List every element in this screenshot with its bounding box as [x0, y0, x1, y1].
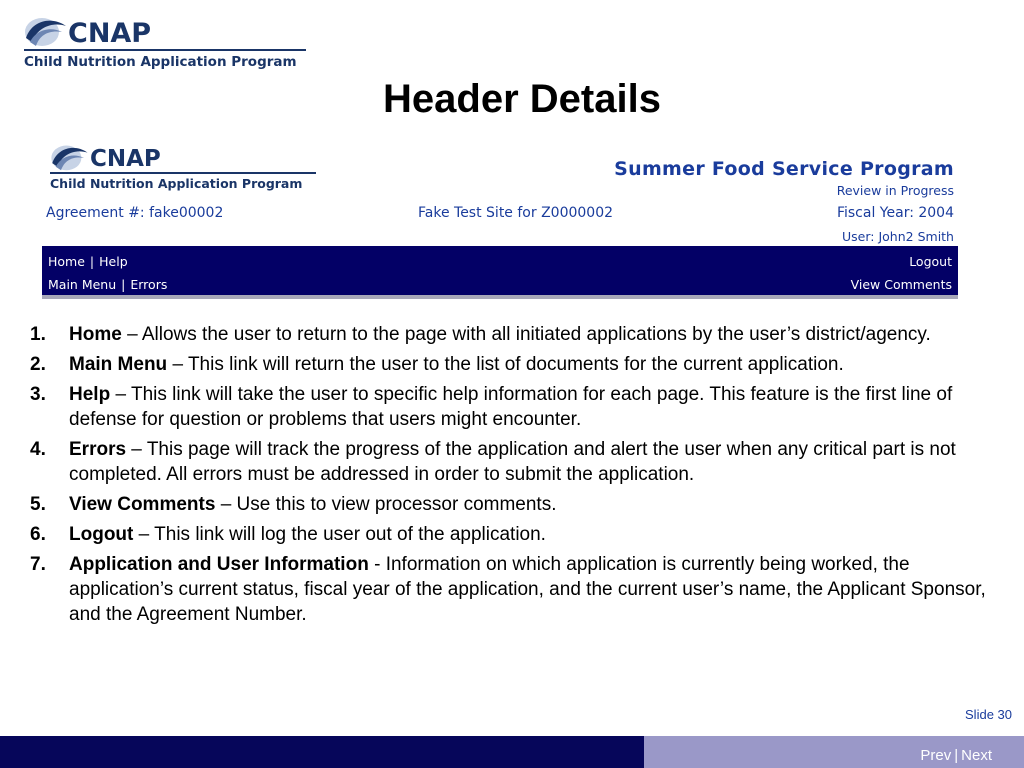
list-item — [30, 322, 1000, 347]
view-comments-link[interactable]: View Comments — [850, 276, 952, 292]
current-user: User: John2 Smith — [842, 229, 954, 244]
globe-swoosh-icon — [22, 14, 68, 48]
item-number: 7. — [30, 554, 46, 575]
item-number: 2. — [30, 354, 46, 375]
list-item — [30, 492, 1000, 517]
item-number: 5. — [30, 494, 46, 515]
logo-rule — [24, 49, 306, 51]
item-description: – This link will return the user to the list of documents for the current application. — [167, 354, 844, 375]
list-item — [30, 352, 1000, 377]
app-logo-full-name: Child Nutrition Application Program — [50, 176, 303, 191]
item-term: View Comments — [69, 494, 216, 515]
prev-link[interactable]: Prev — [920, 747, 952, 764]
fiscal-year: Fiscal Year: 2004 — [836, 205, 954, 221]
logout-link[interactable]: Logout — [909, 253, 952, 269]
cnap-logo — [22, 14, 308, 72]
logo-short-name: CNAP — [68, 18, 152, 49]
nav-row-1 — [48, 250, 952, 272]
item-term: Errors — [69, 439, 127, 460]
item-term: Help — [69, 384, 111, 405]
item-description: – Allows the user to return to the page with all initiated applications by the user’s district/agency. — [121, 324, 931, 345]
nav-left-group-2 — [48, 277, 167, 292]
footer-separator: | — [954, 747, 959, 764]
list-item — [30, 437, 1000, 487]
nav-separator: | — [121, 276, 126, 292]
item-number: 1. — [30, 324, 46, 345]
nav-separator: | — [89, 253, 95, 269]
item-description: – This page will track the progress of the application and alert the user when any critical part is not completed. All errors must be addressed in order to submit the application. — [69, 439, 956, 485]
home-link[interactable]: Home — [48, 253, 85, 269]
slide-number: Slide 30 — [965, 707, 1012, 722]
item-term: Application and User Information — [69, 554, 369, 575]
nav-left-group-1 — [48, 254, 128, 269]
agreement-number: Agreement #: fake00002 — [46, 205, 224, 221]
item-term: Home — [69, 324, 122, 345]
app-nav-bar — [42, 246, 958, 299]
item-description: – This link will take the user to specific help information for each page. This feature is the first line of defense for question or problems that users might encounter. — [69, 384, 953, 430]
app-cnap-logo — [48, 142, 318, 194]
list-item — [30, 382, 1000, 432]
help-link[interactable]: Help — [99, 253, 128, 269]
item-description: – Use this to view processor comments. — [215, 494, 557, 515]
app-logo-short-name: CNAP — [90, 146, 161, 172]
item-term: Main Menu — [69, 354, 168, 375]
program-name: Summer Food Service Program — [614, 158, 954, 180]
item-number: 6. — [30, 524, 46, 545]
globe-swoosh-icon — [48, 142, 90, 172]
list-item — [30, 522, 1000, 547]
item-term: Logout — [69, 524, 134, 545]
app-logo-rule — [50, 172, 316, 174]
item-description: - Information on which application is currently being worked, the application’s current status, fiscal year of the application, and the current user’s name, the Applicant Sponsor, and the Agreement Number. — [69, 554, 986, 625]
main-menu-link[interactable]: Main Menu — [48, 276, 117, 292]
application-status: Review in Progress — [836, 183, 954, 198]
slide-title: Header Details — [383, 77, 661, 121]
errors-link[interactable]: Errors — [130, 276, 168, 292]
logo-full-name: Child Nutrition Application Program — [24, 54, 297, 70]
footer-dark-bar — [0, 736, 644, 768]
next-link[interactable]: Next — [961, 747, 992, 764]
site-name: Fake Test Site for Z0000002 — [418, 205, 614, 221]
header-details-list — [30, 322, 1000, 632]
nav-row-2 — [48, 273, 952, 295]
footer-navigation — [920, 747, 992, 764]
list-item — [30, 552, 1000, 627]
app-header-screenshot — [42, 142, 958, 304]
item-description: – This link will log the user out of the application. — [133, 524, 546, 545]
item-number: 3. — [30, 384, 46, 405]
slide-footer — [0, 736, 1024, 768]
item-number: 4. — [30, 439, 46, 460]
